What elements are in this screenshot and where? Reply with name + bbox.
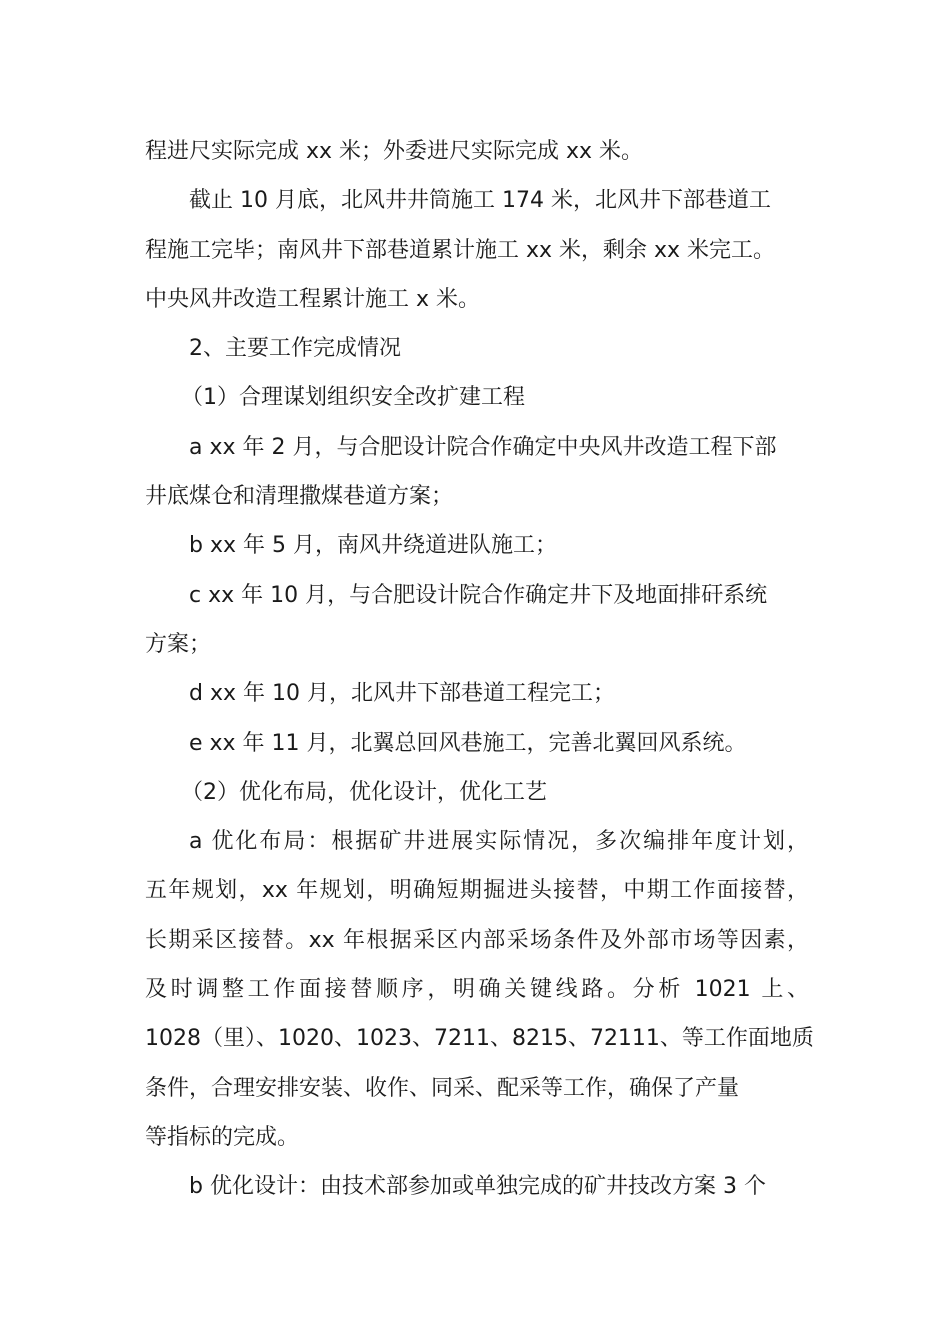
text-line-2: 截止 10 月底，北风井井筒施工 174 米，北风井下部巷道工 (189, 188, 771, 214)
section-heading: 2、主要工作完成情况 (189, 336, 401, 362)
subsection-heading-2: （2）优化布局，优化设计，优化工艺 (181, 779, 547, 805)
text-line-12: d xx 年 10 月，北风井下部巷道工程完工； (189, 681, 615, 707)
text-line-10: c xx 年 10 月，与合肥设计院合作确定井下及地面排矸系统 (189, 582, 768, 608)
document-body (145, 127, 814, 1212)
text-line-4: 中央风井改造工程累计施工 x 米。 (145, 286, 481, 312)
text-line-22: b 优化设计：由技术部参加或单独完成的矿井技改方案 3 个 (189, 1174, 766, 1200)
text-line-3: 程施工完毕；南风井下部巷道累计施工 xx 米，剩余 xx 米完工。 (145, 237, 776, 263)
text-line-8: 井底煤仓和清理撒煤巷道方案； (145, 484, 454, 510)
text-line-7: a xx 年 2 月，与合肥设计院合作确定中央风井改造工程下部 (189, 434, 777, 460)
text-line-16: 五年规划，xx 年规划，明确短期掘进头接替，中期工作面接替， (145, 878, 809, 904)
text-line-9: b xx 年 5 月，南风井绕道进队施工； (189, 533, 557, 559)
text-line-21: 等指标的完成。 (145, 1124, 300, 1150)
text-line-20: 条件，合理安排安装、收作、同采、配采等工作，确保了产量 (145, 1075, 740, 1101)
text-line-19: 1028（里）、1020、1023、7211、8215、72111、等工作面地质 (145, 1026, 814, 1052)
text-line-18: 及时调整工作面接替顺序，明确关键线路。分析 1021 上、 (145, 977, 809, 1003)
subsection-heading-1: （1）合理谋划组织安全改扩建工程 (181, 385, 525, 411)
text-line-13: e xx 年 11 月，北翼总回风巷施工，完善北翼回风系统。 (189, 730, 747, 756)
text-line-17: 长期采区接替。xx 年根据采区内部采场条件及外部市场等因素， (145, 927, 809, 953)
text-line-1: 程进尺实际完成 xx 米；外委进尺实际完成 xx 米。 (145, 139, 644, 164)
text-line-11: 方案； (145, 631, 212, 657)
text-line-15: a 优化布局：根据矿井进展实际情况，多次编排年度计划， (189, 829, 809, 855)
